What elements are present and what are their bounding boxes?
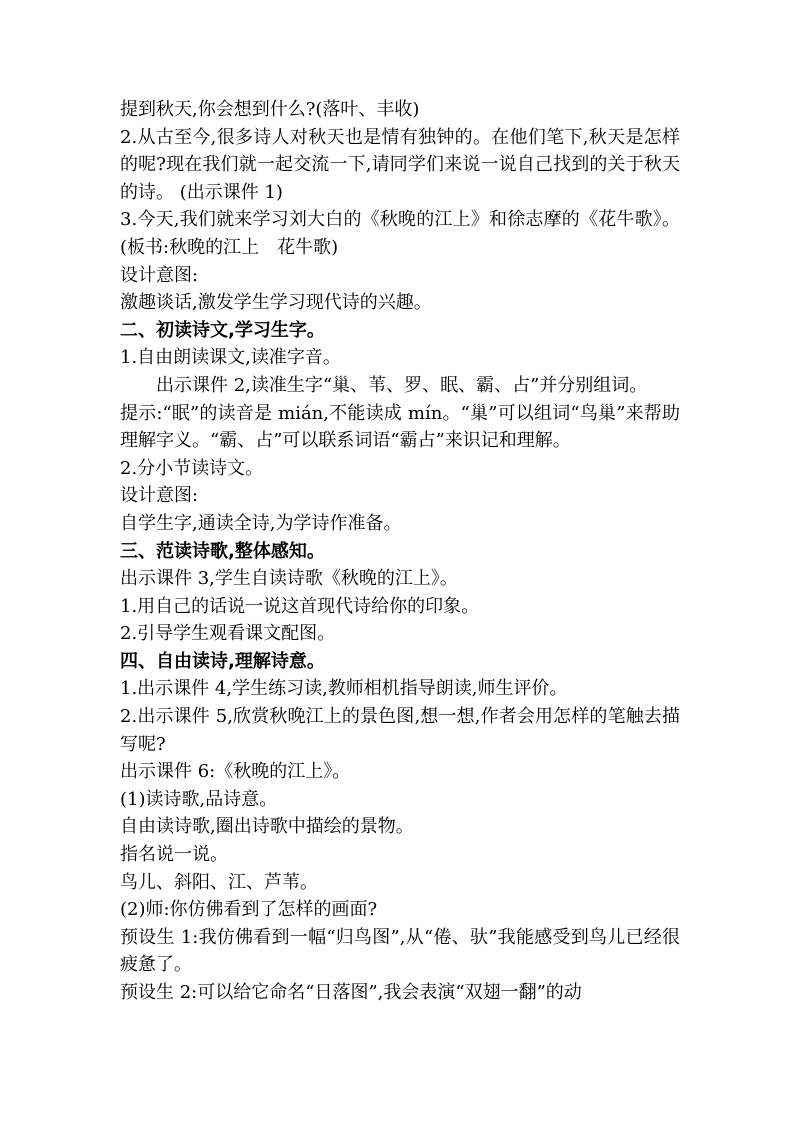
paragraph-illustration: 2.引导学生观看课文配图。 [120, 623, 336, 645]
paragraph-courseware-4: 1.出示课件 4,学生练习读,教师相机指导朗读,师生评价。 [120, 678, 568, 700]
design-intent-label: 设计意图: [120, 264, 199, 286]
paragraph-student-1: 预设生 1:我仿佛看到一幅“归鸟图”,从“倦、驮”我能感受到鸟儿已经很疲惫了。 [120, 926, 680, 976]
design-intent-text: 激趣谈话,激发学生学习现代诗的兴趣。 [120, 292, 432, 314]
paragraph-courseware-3: 出示课件 3,学生自读诗歌《秋晚的江上》。 [120, 568, 458, 590]
paragraph-intro-question: 提到秋天,你会想到什么?(落叶、丰收) [120, 99, 420, 120]
paragraph-impression: 1.用自己的话说一说这首现代诗给你的印象。 [120, 595, 480, 617]
paragraph-step-3: 3.今天,我们就来学习刘大白的《秋晚的江上》和徐志摩的《花牛歌》。(板书:秋晚的江上 花牛歌) [120, 209, 680, 258]
paragraph-courseware-2: 出示课件 2,读准生字“巢、苇、罗、眠、霸、占”并分别组词。 [156, 374, 648, 396]
paragraph-courseware-5: 2.出示课件 5,欣赏秋晚江上的景色图,想一想,作者会用怎样的笔触去描写呢? [120, 706, 680, 755]
design-intent-label: 设计意图: [120, 485, 199, 507]
paragraph-sub-1: (1)读诗歌,品诗意。 [120, 788, 278, 810]
paragraph-step-2: 2.从古至今,很多诗人对秋天也是情有独钟的。在他们笔下,秋天是怎样的呢?现在我们就一起交流一下,请同学们来说一说自己找到的关于秋天的诗。 (出示课件 1) [120, 126, 680, 203]
document-page [120, 96, 680, 1007]
paragraph-hint: 提示:“眠”的读音是 mián,不能读成 mín。“巢”可以组词“鸟巢”来帮助理解字义。“霸、占”可以联系词语“霸占”来识记和理解。 [120, 402, 680, 452]
paragraph-courseware-6: 出示课件 6:《秋晚的江上》。 [120, 761, 351, 783]
paragraph-read-aloud: 1.自由朗读课文,读准字音。 [120, 347, 341, 369]
paragraph-circle-scenery: 自由读诗歌,圈出诗歌中描绘的景物。 [120, 816, 414, 838]
section-heading-2: 二、初读诗文,学习生字。 [120, 319, 325, 341]
section-heading-4: 四、自由读诗,理解诗意。 [120, 650, 325, 672]
paragraph-scenery-list: 鸟儿、斜阳、江、芦苇。 [120, 871, 318, 893]
paragraph-read-sections: 2.分小节读诗文。 [120, 457, 264, 479]
section-heading-3: 三、范读诗歌,整体感知。 [120, 540, 325, 562]
design-intent-text: 自学生字,通读全诗,为学诗作准备。 [120, 512, 402, 534]
paragraph-student-2: 预设生 2:可以给它命名“日落图”,我会表演“双翅一翻”的动 [120, 982, 582, 1003]
paragraph-name-speak: 指名说一说。 [120, 844, 228, 866]
paragraph-sub-2: (2)师:你仿佛看到了怎样的画面? [120, 899, 378, 921]
